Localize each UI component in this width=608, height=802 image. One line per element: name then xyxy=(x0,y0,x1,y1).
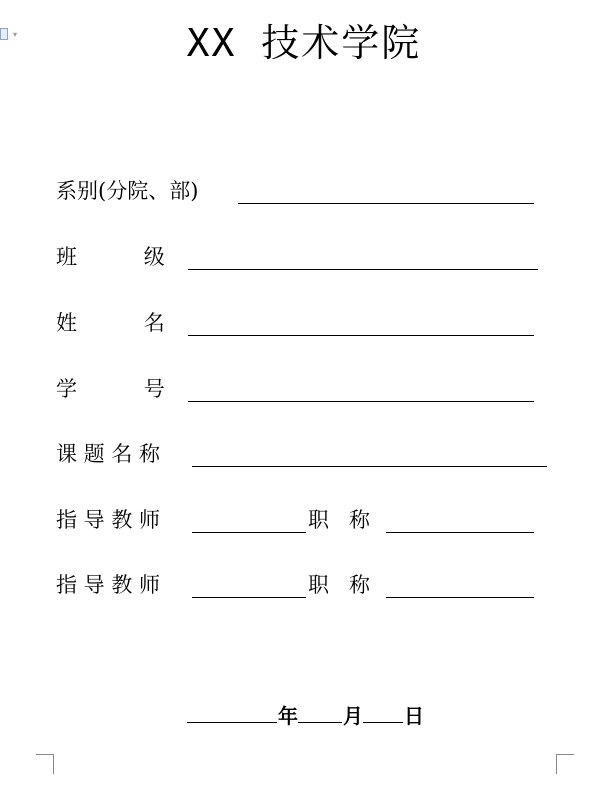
project-title-input-line[interactable] xyxy=(192,466,547,467)
page-title: XX 技术学院 xyxy=(186,21,422,65)
class-label: 班 级 xyxy=(56,245,165,269)
date-row xyxy=(0,700,608,726)
name-label: 姓 名 xyxy=(56,311,165,335)
advisor1-rank-label: 职 称 xyxy=(308,508,371,532)
advisor1-field xyxy=(0,507,608,535)
department-field xyxy=(0,178,608,206)
month-label: 月 xyxy=(343,704,363,728)
year-input-line[interactable] xyxy=(187,722,277,723)
project-title-field xyxy=(0,441,608,469)
advisor2-label: 指 导 教 师 xyxy=(56,573,161,597)
student-id-input-line[interactable] xyxy=(188,401,534,402)
advisor1-input-line[interactable] xyxy=(192,532,306,533)
page-corner-marker-left xyxy=(36,754,54,774)
name-input-line[interactable] xyxy=(188,335,534,336)
day-label: 日 xyxy=(404,704,424,728)
student-id-field xyxy=(0,376,608,404)
month-input-line[interactable] xyxy=(298,722,342,723)
department-input-line[interactable] xyxy=(238,203,534,204)
student-id-label: 学 号 xyxy=(56,377,165,401)
name-field xyxy=(0,310,608,338)
project-title-label: 课 题 名 称 xyxy=(56,442,161,466)
page-corner-marker-right xyxy=(556,754,574,774)
year-label: 年 xyxy=(278,704,298,728)
class-input-line[interactable] xyxy=(188,269,538,270)
advisor2-rank-input-line[interactable] xyxy=(386,597,534,598)
class-field xyxy=(0,244,608,272)
department-label: 系别(分院、部) xyxy=(56,179,199,203)
advisor2-rank-label: 职 称 xyxy=(308,573,371,597)
chevron-down-icon[interactable]: ▾ xyxy=(13,30,18,39)
day-input-line[interactable] xyxy=(363,722,403,723)
advisor2-input-line[interactable] xyxy=(192,597,306,598)
advisor1-label: 指 导 教 师 xyxy=(56,508,161,532)
advisor1-rank-input-line[interactable] xyxy=(386,532,534,533)
advisor2-field xyxy=(0,572,608,600)
